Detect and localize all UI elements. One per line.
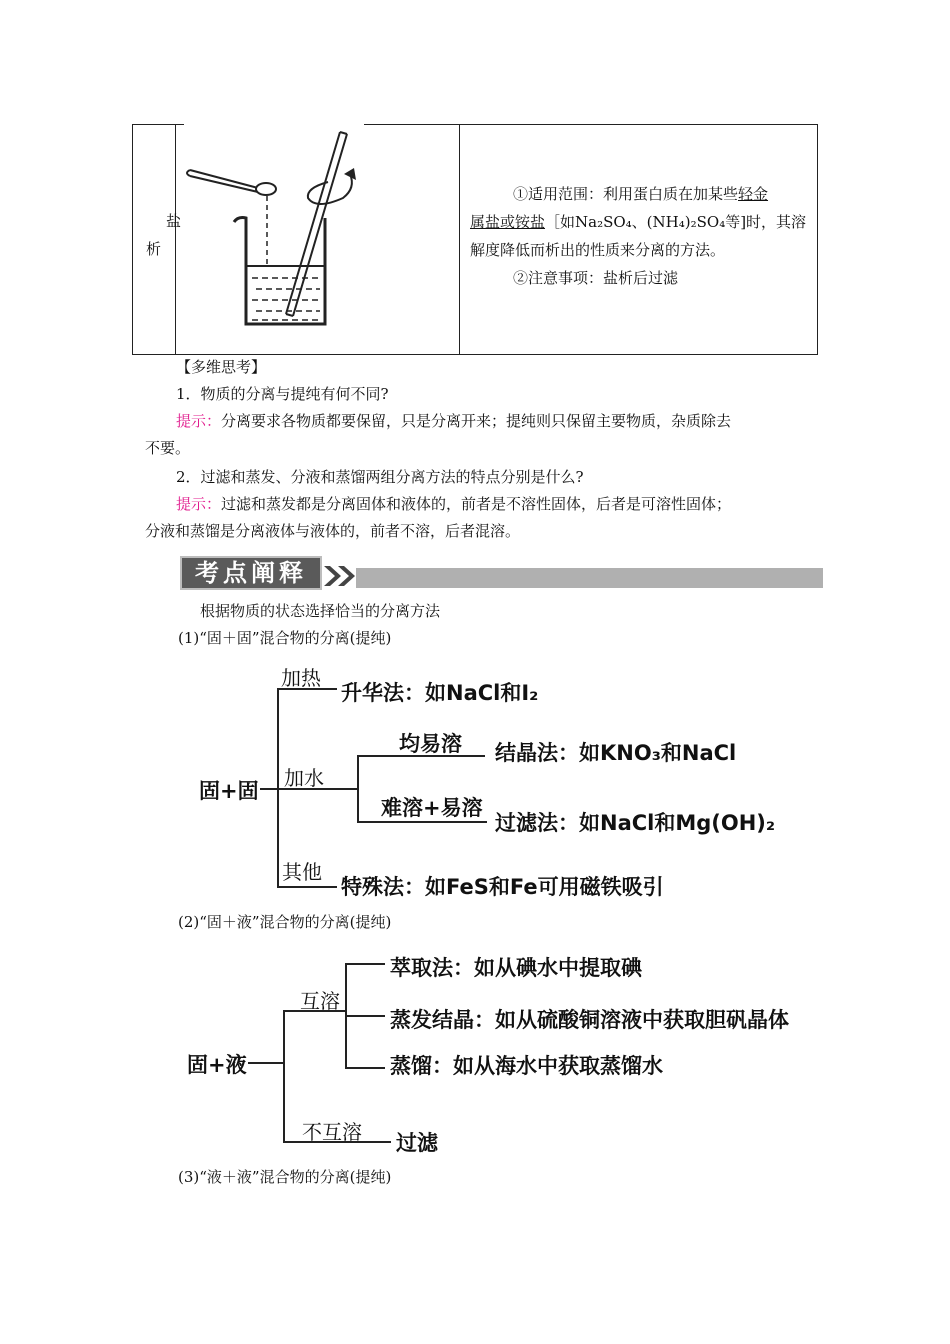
question-2: 2．过滤和蒸发、分液和蒸馏两组分离方法的特点分别是什么? <box>176 468 584 486</box>
desc-line-4: ②注意事项：盐析后过滤 <box>513 269 679 287</box>
d1-branch-3-line <box>277 886 337 888</box>
d1-branch-add-water: 加水 <box>284 766 324 790</box>
d2-branch-miscible: 互溶 <box>300 989 340 1013</box>
d1-root: 固+固 <box>199 779 259 803</box>
d1-special-result: 特殊法：如FeS和Fe可用磁铁吸引 <box>341 875 664 899</box>
d1-crystallization-result: 结晶法：如KNO₃和NaCl <box>495 741 737 765</box>
banner-title-box <box>180 556 322 590</box>
desc-line-2 <box>470 211 806 233</box>
answer-1-line-2: 不要。 <box>145 439 191 457</box>
d2-root: 固+液 <box>187 1053 247 1077</box>
question-1: 1．物质的分离与提纯有何不同? <box>176 385 389 403</box>
d1-branch-other: 其他 <box>282 860 322 884</box>
d1-sub-trunk <box>357 755 359 823</box>
answer-2-line-2: 分液和蒸馏是分离液体与液体的，前者不溶，后者混溶。 <box>145 522 521 540</box>
table-bottom-border <box>132 354 818 355</box>
row-label-char-1: 盐 <box>166 212 182 230</box>
desc-line-1-text: ①适用范围：利用蛋白质在加某些 <box>513 185 739 203</box>
d2-evaporation-result: 蒸发结晶：如从硫酸铜溶液中获取胆矾晶体 <box>390 1008 789 1032</box>
table-col-divider-2 <box>459 124 460 355</box>
desc-line-3: 解度降低而析出的性质来分离的方法。 <box>470 241 726 259</box>
d1-insoluble-soluble: 难溶+易溶 <box>381 796 483 820</box>
table-left-border <box>132 124 133 355</box>
beaker-icon <box>234 218 325 325</box>
banner-bar <box>356 568 823 588</box>
section-1-title: (1)“固＋固”混合物的分离(提纯) <box>178 629 392 647</box>
banner-title: 考点阐释 <box>195 559 307 587</box>
d2-extraction-result: 萃取法：如从碘水中提取碘 <box>390 956 642 980</box>
d1-branch-heating: 加热 <box>281 666 321 690</box>
d1-filtration-result: 过滤法：如NaCl和Mg(OH)₂ <box>495 811 776 835</box>
hint-label: 提示： <box>176 495 222 513</box>
d2-branch-immiscible: 不互溶 <box>302 1120 362 1144</box>
d2-filtration-result: 过滤 <box>396 1131 438 1155</box>
double-chevron-icon <box>324 564 358 588</box>
answer-1-line-1 <box>176 410 731 432</box>
think-heading: 【多维思考】 <box>176 358 267 376</box>
table-right-border <box>817 124 818 355</box>
spatula-icon <box>187 170 276 195</box>
d2-root-line <box>248 1062 284 1064</box>
d2-distillation-result: 蒸馏：如从海水中获取蒸馏水 <box>390 1054 663 1078</box>
d1-sublimation-result: 升华法：如NaCl和I₂ <box>341 681 539 705</box>
table-col-divider-1 <box>175 124 176 355</box>
row-label-char-2: 析 <box>146 240 162 258</box>
d2-sub-branch-3-line <box>345 1067 385 1069</box>
d2-sub-branch-1-line <box>345 963 385 965</box>
intro-text: 根据物质的状态选择恰当的分离方法 <box>200 602 441 620</box>
answer-2-text: 过滤和蒸发都是分离固体和液体的，前者是不溶性固体，后者是可溶性固体； <box>221 495 732 513</box>
desc-line-1-underlined: 轻金 <box>738 185 769 203</box>
answer-2-line-1 <box>176 493 731 515</box>
hint-label: 提示： <box>176 412 222 430</box>
section-3-title: (3)“液＋液”混合物的分离(提纯) <box>178 1168 392 1186</box>
desc-line-1 <box>513 183 768 205</box>
d2-trunk <box>283 1010 285 1143</box>
d1-root-line <box>260 788 278 790</box>
d2-sub-branch-2-line <box>345 1015 385 1017</box>
desc-line-2-text: ［如Na₂SO₄、(NH₄)₂SO₄等]时，其溶 <box>545 213 807 231</box>
section-2-title: (2)“固＋液”混合物的分离(提纯) <box>178 913 392 931</box>
answer-1-text: 分离要求各物质都要保留，只是分离开来；提纯则只保留主要物质，杂质除去 <box>221 412 732 430</box>
salting-out-beaker-illustration <box>178 126 358 352</box>
d1-both-soluble: 均易溶 <box>399 732 462 756</box>
desc-line-2-underlined: 属盐或铵盐 <box>470 213 546 231</box>
